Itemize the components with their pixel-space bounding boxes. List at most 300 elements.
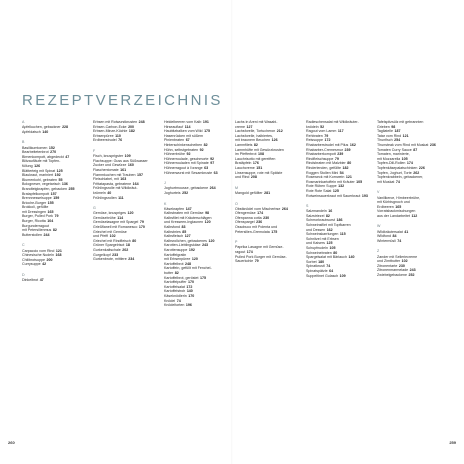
- index-entry-page: 234: [128, 257, 135, 262]
- index-entry-page: 270: [50, 150, 57, 155]
- index-entry-title: Gemüselasagne mit Spargel: [93, 220, 139, 225]
- index-entry-page: 97: [210, 161, 215, 166]
- index-entry-title: butter: [164, 271, 174, 275]
- index-entry-page: 41: [404, 229, 409, 234]
- index-entry-page: 172: [324, 138, 331, 143]
- index-entry-title: Haubitzbalken vom Wild: [164, 129, 203, 134]
- index-entry-title: aus der Landarbeitet: [377, 213, 410, 218]
- index-entry-title: Rindsbraten mit Malzbier: [306, 161, 346, 166]
- index-entry-title: Flammkuchen mit Trauben: [93, 172, 136, 177]
- index-entry-page: 80: [333, 250, 338, 255]
- index-column-2: [93, 120, 157, 440]
- index-entry-page: 175: [204, 129, 211, 134]
- index-entry-page: 243: [409, 268, 416, 273]
- index-entry-page: 83: [181, 225, 186, 230]
- index-entry-title: Rindfleischsuppe: [306, 156, 334, 161]
- index-letter: F: [93, 148, 96, 153]
- index-entry-title: Käsekrapfen: [164, 206, 185, 211]
- index-entry-title: Ofenspargel: [235, 220, 255, 225]
- index-entry-title: Apfelkuchen, gebackner: [22, 125, 61, 130]
- index-entry-page: 110: [115, 133, 121, 138]
- index-entry-page: 63: [204, 165, 209, 170]
- index-entry-page: 109: [339, 273, 346, 278]
- index-entry-title: und Rind: [235, 175, 250, 180]
- index-entry-page: 82: [325, 213, 330, 218]
- index-entry-page: 132: [338, 184, 345, 189]
- index-entry-title: Topfen-Dill-Rollen: [377, 161, 406, 166]
- index-entry-title: Schnitzel mit Erbsen: [306, 236, 339, 241]
- index-entry-page: 111: [118, 195, 124, 200]
- index-entry-title: Gurgelkopf: [93, 252, 111, 257]
- index-entry-title: Linsensuppe, rote mit Spätzle: [235, 170, 283, 175]
- index-entry-title: Kartoffelbrot: [164, 261, 184, 266]
- index-entry-title: Hühn, selbstgebraten: [164, 147, 199, 152]
- index-entry-page: 281: [264, 190, 271, 195]
- index-entry-title: Kalbsrollchen, gebackenes: [164, 238, 207, 243]
- index-entry-title: Kartoffelpuffer: [164, 280, 187, 285]
- index-letter: O: [235, 201, 238, 206]
- index-entry-title: Schweinebraten: [306, 250, 332, 255]
- index-entry-title: Fleischlabel, mit: [93, 177, 119, 182]
- index-entry-title: Rehbraten: [306, 133, 323, 138]
- index-entry-title: Frittatapasta, gebratene: [93, 181, 132, 186]
- index-entry-title: Reissuppe: [306, 138, 323, 143]
- index-entry-page: 255: [68, 186, 75, 191]
- index-entry-page: 160: [127, 163, 134, 168]
- index-entry-title: ragout: [235, 250, 246, 255]
- index-entry-page: 102: [109, 234, 116, 239]
- index-entry-page: 120: [208, 238, 215, 243]
- index-entry-title: Wildfond: [377, 234, 391, 239]
- index-entry-page: 262: [413, 170, 420, 175]
- index-entry-page: 226: [418, 165, 425, 170]
- index-entry: [164, 303, 228, 308]
- index-entry-page: 136: [61, 182, 68, 187]
- index-entry-title: mit Muskat: [377, 179, 395, 184]
- index-entry-title: Kartoffelbrot, geröstet: [164, 275, 199, 280]
- index-entry-page: 55: [58, 177, 63, 182]
- index-entry-title: Lauchcreme: [235, 165, 255, 170]
- index-entry-title: Erbsen-Minze-Küchle: [93, 129, 128, 134]
- index-entry-title: Butterstollen: [22, 232, 42, 237]
- index-entry-title: Roseweck mit Kornwein: [306, 175, 345, 180]
- index-entry-page: 147: [185, 206, 192, 211]
- index-entry-title: Rhabarber-Cremesmur: [306, 147, 343, 152]
- index-entry-page: 127: [246, 124, 253, 129]
- index-entry-page: 182: [342, 165, 349, 170]
- index-entry-title: Zitronentarte: [377, 263, 398, 268]
- index-entry-title: Karotten-Lieblingskäse: [164, 243, 201, 248]
- index-entry-page: 112: [411, 213, 418, 218]
- index-entry-title: Sauerkohle: [235, 259, 254, 264]
- index-entry-page: 117: [337, 129, 344, 134]
- index-letter: M: [235, 185, 238, 190]
- index-entry: [306, 194, 370, 199]
- index-entry: [22, 278, 86, 283]
- index-entry-page: 121: [402, 133, 409, 138]
- index-entry: [235, 259, 299, 264]
- index-entry-page: 157: [137, 172, 144, 177]
- index-entry-title: Sorbet: [306, 259, 317, 264]
- index-entry-title: Flaschentomate: [93, 167, 119, 172]
- index-entry: [93, 257, 157, 262]
- index-entry-page: 121: [345, 175, 352, 180]
- index-entry-page: 80: [132, 238, 137, 243]
- index-entry-page: 174: [406, 161, 413, 166]
- index-entry-page: 170: [187, 280, 194, 285]
- index-entry-page: 165: [47, 209, 54, 214]
- index-entry-page: 74: [395, 179, 400, 184]
- index-entry-title: Blaukraut, mariniert: [22, 173, 54, 178]
- index-entry-page: 74: [326, 264, 331, 269]
- index-entry-page: 140: [186, 289, 193, 294]
- index-column-6: [377, 120, 441, 440]
- index-entry-title: Kalbsfond: [164, 225, 180, 230]
- index-entry-title: Ofengemüse: [235, 211, 256, 216]
- index-entry-page: 76: [118, 138, 123, 143]
- index-entry-title: im Pfefferbrot: [235, 152, 257, 157]
- index-entry-title: und Kaisers: [306, 241, 325, 246]
- index-entry-title: Burger, Ricotta: [22, 219, 46, 224]
- index-entry-title: Gurkenkaltschale: [93, 248, 121, 253]
- index-entry-title: Hühnerrouladen mit Spinate: [164, 161, 209, 166]
- index-entry-title: Lauchrisotto mit gereiften: [235, 156, 276, 161]
- index-entry-page: 151: [256, 165, 263, 170]
- index-entry-title: Pinienbraten: [164, 138, 185, 143]
- index-entry-page: 92: [210, 156, 215, 161]
- index-entry-page: 174: [257, 211, 264, 216]
- index-entry-title: Rhabarberstrudel mit Pilus: [306, 142, 349, 147]
- index-entry-title: Grüner Spargelrisot: [93, 243, 125, 248]
- index-entry-title: Topfen, Joghurt, Torte: [377, 170, 412, 175]
- index-entry-title: Heidelbeeren vom Kalb: [164, 120, 202, 124]
- index-entry-title: Lammhüfte mit Gewürzkrusten: [235, 147, 284, 152]
- index-entry-title: Kalbsbries: [164, 229, 181, 234]
- index-entry-page: 175: [200, 275, 206, 280]
- index-entry-page: 121: [55, 248, 62, 253]
- index-entry-page: 98: [205, 211, 210, 216]
- index-entry-page: 84: [392, 234, 397, 239]
- index-entry-title: Kartoffelsalat: [164, 284, 185, 289]
- index-entry-page: 170: [138, 225, 145, 230]
- index-entry-title: Blitzaufläufe mit Topfen-: [22, 159, 61, 164]
- index-letter: Z: [377, 249, 380, 254]
- index-entry-title: Zwiebelgebackene: [377, 273, 407, 277]
- index-entry-page: 54: [339, 170, 344, 175]
- index-entry-title: Thunfisch: [377, 138, 393, 143]
- index-entry-title: mit Kürbisgnoch und: [377, 200, 410, 205]
- index-entry-page: 67: [185, 138, 190, 143]
- index-entry-title: Knödel: [164, 298, 176, 303]
- index-entry-page: 182: [128, 129, 135, 134]
- index-entry-title: Salzstriezel: [306, 213, 325, 218]
- index-entry-title: Gemüsebrühe: [93, 215, 116, 220]
- index-entry-title: Lachsforelle, Tortucheron: [235, 129, 276, 134]
- index-entry-page: 175: [271, 229, 278, 234]
- index-entry-page: 202: [122, 248, 129, 253]
- index-entry-page: 102: [401, 259, 408, 264]
- index-entry-title: Dinkelbrot: [22, 278, 39, 283]
- index-entry-title: Hühnerbrühe: [164, 152, 185, 157]
- index-entry-page: 200: [46, 257, 53, 262]
- index-entry-title: Rote Rüben Suppe: [306, 184, 337, 189]
- index-entry-title: Frühlingsrolle mit Wildkräut-: [93, 186, 138, 191]
- index-entry-page: 108: [258, 152, 265, 157]
- index-entry-page: 152: [48, 145, 55, 150]
- index-entry-title: Grieben: [377, 124, 390, 129]
- index-entry-page: 161: [120, 167, 127, 172]
- index-entry-page: 79: [54, 214, 59, 219]
- index-entry-page: 248: [185, 261, 192, 266]
- index-entry-title: Kalbsflelsch: [164, 234, 184, 239]
- index-entry-title: Zucker und Gewürze: [93, 163, 127, 168]
- index-entry-page: 92: [186, 152, 191, 157]
- index-entry-title: Birnenkompott, abgedeckt: [22, 154, 64, 159]
- index-letter: A: [22, 120, 25, 124]
- page-number-left: 260: [8, 440, 15, 445]
- index-entry-title: Basilikumtomen: [22, 145, 48, 150]
- index-entry-title: Bratapfelkompott: [22, 191, 50, 196]
- index-entry-page: 82: [253, 142, 258, 147]
- index-entry-page: 180: [318, 259, 325, 264]
- page-title: REZEPTVERZEICHNIS: [22, 92, 223, 109]
- index-entry-page: 125: [332, 188, 339, 193]
- index-entry-title: Mangold gefüllter: [235, 190, 263, 195]
- index-columns: [22, 120, 444, 440]
- index-entry-title: und Pfeffi: [93, 234, 109, 239]
- index-entry-title: Erbsenpüree: [93, 133, 114, 138]
- index-entry-title: Rote Rote Salat: [306, 188, 332, 193]
- index-entry-title: Hirseauflauf: [164, 124, 184, 129]
- index-entry-title: Kartoffelgratin: [164, 252, 187, 257]
- index-entry-title: Rotweinsauerkraut mit Sauerkraut: [306, 193, 361, 198]
- index-entry-page: 155: [47, 200, 54, 205]
- index-entry-page: 239: [344, 147, 351, 152]
- index-entry-page: 254: [394, 138, 401, 143]
- index-entry-title: Pulled Pork Burger mit Gemüse-: [235, 254, 287, 259]
- index-entry-title: Hinterschinkenscheiben: [164, 142, 203, 147]
- index-entry-page: 82: [52, 228, 57, 233]
- index-entry-page: 63: [213, 170, 218, 175]
- page-number-right: 259: [449, 440, 456, 445]
- index-entry-page: 109: [124, 154, 131, 159]
- index-entry-title: Thunsteak vom Rind mit Muskat: [377, 142, 429, 147]
- index-entry-title: Knödeltorten: [164, 303, 185, 308]
- index-entry-page: 230: [263, 215, 270, 220]
- index-entry-page: 40: [107, 190, 112, 195]
- index-letter: P: [235, 240, 238, 245]
- index-entry-page: 105: [401, 156, 408, 161]
- index-entry-title: Wintermüsli: [377, 238, 396, 243]
- index-column-5: [306, 120, 370, 440]
- index-entry-title: Topfenkrabbeln, gebackener,: [377, 175, 424, 180]
- index-entry-title: Bologneser, vegetarisch: [22, 182, 61, 187]
- index-entry-title: Frühlingsrollen: [93, 195, 117, 200]
- index-entry-page: 126: [271, 138, 278, 143]
- index-entry-page: 85: [182, 229, 187, 234]
- index-entry-title: creme: [235, 124, 245, 129]
- index-entry-page: 164: [132, 181, 139, 186]
- index-entry-page: 126: [34, 163, 41, 168]
- index-entry-page: 140: [348, 255, 355, 260]
- index-entry-page: 162: [326, 227, 333, 232]
- index-entry-page: 64: [329, 269, 334, 273]
- index-entry-page: 230: [398, 263, 405, 268]
- index-entry-title: Brennnesselsuppe: [22, 196, 52, 201]
- index-entry-page: 252: [408, 273, 415, 277]
- index-entry-page: 79: [139, 220, 144, 225]
- index-entry-title: Fisch, knusprigster: [93, 154, 124, 159]
- index-entry-title: Blätterteig mit Spinat: [22, 168, 56, 173]
- index-entry-page: 157: [50, 191, 57, 196]
- index-entry-page: 192: [54, 173, 61, 178]
- index-entry-page: 228: [62, 125, 69, 130]
- index-entry-title: Tomaten, marinierte,: [377, 152, 410, 157]
- index-entry-title: Blumenkohl, gebraten: [22, 177, 57, 182]
- index-entry-page: 196: [185, 303, 192, 308]
- index-letter: J: [164, 181, 166, 186]
- index-entry-title: Burger, Pulled Pork: [22, 214, 53, 219]
- index-entry-title: Kalbsfilet mit Kräuterschlägen: [164, 215, 212, 220]
- index-entry-page: 200: [128, 124, 135, 129]
- index-entry-title: Tagliatelle: [377, 129, 393, 134]
- index-entry-page: 125: [56, 168, 63, 173]
- index-entry-title: Roggen Stollen Mini: [306, 170, 339, 175]
- index-entry-title: Gemüse, knuspriges: [93, 211, 126, 216]
- index-entry-title: Petersilien-Gremolata: [235, 229, 270, 234]
- index-entry-page: 74: [176, 298, 181, 303]
- index-entry-title: Topfenkäsepalatschinken: [377, 165, 418, 170]
- index-entry-page: 186: [336, 218, 343, 223]
- index-entry-page: 239: [337, 152, 344, 157]
- index-entry-page: 243: [202, 243, 209, 248]
- index-entry-title: Hasenrücken mit süßem: [164, 133, 203, 138]
- index-letter: W: [377, 224, 381, 229]
- index-entry-page: 105: [329, 246, 336, 251]
- index-entry-page: 104: [47, 219, 54, 224]
- index-entry-page: 98: [391, 124, 396, 129]
- index-entry-title: Erdbeeren: [377, 204, 394, 209]
- index-entry-title: Brokkoli, gefüllte: [22, 205, 49, 210]
- index-entry-page: 16: [328, 209, 333, 214]
- index-entry-title: Schweinsfilet mit Topfkarren: [306, 223, 351, 228]
- index-entry-page: 120: [127, 211, 134, 216]
- index-entry-title: Griechel mit Rindfleisch: [93, 238, 131, 243]
- index-entry-page: 208: [250, 175, 257, 180]
- index-entry-title: Tatar vom Rind: [377, 133, 402, 138]
- index-entry-title: Rhabarberkompott: [306, 152, 336, 157]
- index-entry-page: 162: [349, 142, 356, 147]
- index-entry-title: Spinatspätzle: [306, 269, 328, 273]
- index-entry-title: mit Dressingen: [22, 209, 46, 214]
- index-entry-title: und Dessen: [306, 227, 326, 232]
- index-letter: S: [306, 204, 309, 209]
- index-entry-page: 47: [39, 278, 44, 283]
- index-entry-page: 248: [138, 120, 145, 124]
- index-entry-page: 192: [188, 248, 195, 253]
- index-entry-page: 168: [55, 253, 62, 258]
- index-entry-page: 172: [186, 284, 193, 289]
- index-entry-title: Lachsforelle, halbiertes,: [235, 133, 273, 138]
- index-entry-page: 114: [117, 215, 124, 220]
- index-entry-title: Ofenpanna cotta: [235, 215, 262, 220]
- index-entry-title: Käseknödlerln: [164, 293, 187, 298]
- index-entry-title: Brioche-Burger: [22, 200, 47, 205]
- index-entry-title: Rinderlenden, gefüllte: [306, 165, 341, 170]
- index-entry-title: Ossobuco mit Polenta und: [235, 225, 278, 230]
- index-entry-title: Hühnerragout à l'orange: [164, 165, 203, 170]
- index-entry-page: 165: [395, 204, 402, 209]
- index-entry-page: 127: [184, 234, 191, 239]
- index-entry-title: Paprika Lasagne mit Gemüse-: [235, 245, 284, 250]
- index-entry-page: 114: [184, 124, 191, 129]
- index-entry-page: 264: [281, 206, 288, 211]
- index-entry-page: 174: [246, 250, 253, 255]
- index-entry-title: Lachs in Areni mit Wasabi-: [235, 120, 278, 124]
- index-column-1: [22, 120, 86, 440]
- index-entry-title: Tomaten Curry Sauce: [377, 147, 412, 152]
- index-entry-page: 236: [256, 220, 263, 225]
- index-letter: B: [22, 140, 25, 145]
- index-entry-page: 264: [209, 186, 216, 191]
- index-entry-title: Chinesische Nudeln: [22, 253, 54, 258]
- index-entry-page: 74: [397, 238, 402, 243]
- index-entry-title: Vorratsbackmischungen: [377, 209, 416, 214]
- index-entry-page: 120: [204, 220, 211, 225]
- index-entry-title: und Zimtbutter: [377, 259, 401, 264]
- index-entry-page: 159: [53, 196, 60, 201]
- index-entry-title: mit braunem Beuchen: [235, 138, 271, 143]
- index-entry-title: Joghurtmousse, gebackene: [164, 186, 209, 191]
- index-entry-title: Schupfnudeln: [306, 246, 328, 251]
- index-entry-page: 125: [326, 241, 333, 246]
- index-entry-title: Gurkenbrote, mittlere: [93, 257, 127, 262]
- index-entry-page: 79: [254, 259, 259, 264]
- index-entry-page: 105: [356, 179, 363, 184]
- index-entry-title: Flachsuppe: Guss aus Süßwasser: [93, 158, 148, 163]
- index-entry-title: Erdbeerstrudel: [93, 138, 117, 143]
- index-entry-title: Brandteigkrapfen, gebacken: [22, 186, 67, 191]
- index-entry-title: Currysuppe: [22, 262, 41, 267]
- index-entry-title: Zitronenmarmelade: [377, 268, 409, 273]
- index-entry-page: 244: [43, 232, 50, 237]
- index-entry-page: 252: [182, 190, 189, 195]
- index-entry-page: 115: [339, 232, 346, 237]
- index-entry-title: Erbsen-Carbon-Ecke: [93, 124, 127, 129]
- index-entry-title: füllung: [22, 163, 33, 168]
- index-letter: D: [22, 273, 25, 277]
- index-letter: K: [164, 201, 167, 206]
- index-entry-title: Bearbeitetenbrot: [22, 150, 49, 155]
- index-entry-title: Suppeltinet Gulasch: [306, 273, 339, 278]
- index-entry-title: Schweinskarrlungen: [306, 232, 339, 237]
- index-entry-title: Wildkräutersalat: [377, 229, 403, 234]
- index-entry-page: 82: [174, 271, 179, 275]
- index-entry-title: Radieschensalat mit Wildkräuter-: [306, 120, 359, 124]
- index-entry-title: Spinatkrustl: [306, 264, 325, 269]
- index-entry-title: Hühnerroulade, geschmorte: [164, 156, 209, 161]
- index-entry-page: 187: [394, 129, 401, 134]
- index-entry: [377, 273, 441, 278]
- index-entry-page: 18: [125, 243, 130, 248]
- index-entry-title: Grießflanell mit Romanesco: [93, 225, 138, 230]
- index-letter: G: [93, 206, 96, 211]
- index-entry-title: Karottensuppe: [164, 248, 188, 253]
- index-entry-title: Erbsen mit Rotwurstkrusten: [93, 120, 138, 124]
- index-entry-title: krümeln: [93, 190, 106, 195]
- index-entry-title: und Kresseen-Inglaunen: [164, 220, 204, 225]
- index-entry-title: Obstknödel vom Mischerbse: [235, 206, 281, 211]
